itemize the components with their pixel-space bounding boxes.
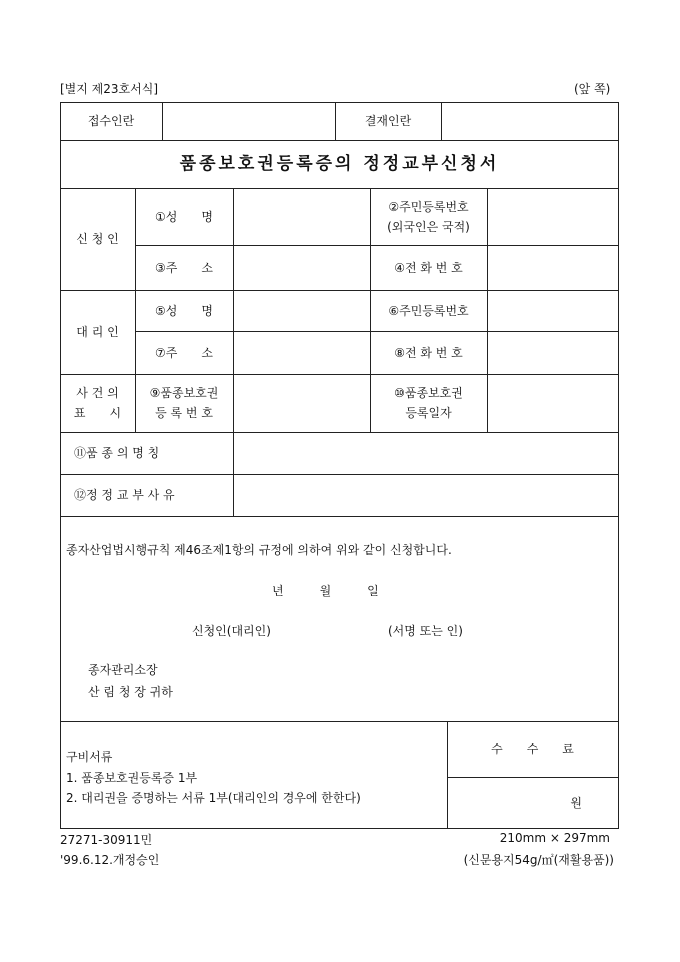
form-number: [별지 제23호서식] bbox=[60, 82, 158, 96]
registration-number-label: ⑨품종보호권 bbox=[149, 386, 219, 400]
approval-stamp-label: 결재인란 bbox=[364, 114, 412, 128]
variety-name-label: ⑪품 종 의 명 칭 bbox=[74, 446, 160, 460]
agent-name-field[interactable] bbox=[233, 290, 370, 331]
agent-address-field[interactable] bbox=[233, 331, 370, 374]
approval-stamp-field[interactable] bbox=[442, 102, 618, 140]
case-label-line1: 사 건 의 bbox=[76, 386, 119, 400]
agent-phone-field[interactable] bbox=[487, 331, 618, 374]
registration-number-label-2: 등 록 번 호 bbox=[155, 406, 213, 420]
agent-id-label: ⑥주민등록번호 bbox=[388, 303, 469, 318]
agent-address-label: ⑦주 소 bbox=[155, 345, 213, 360]
registration-date-field[interactable] bbox=[487, 374, 618, 432]
applicant-phone-label: ④전 화 번 호 bbox=[394, 260, 463, 275]
registration-date-label-2: 등록일자 bbox=[405, 406, 452, 420]
applicant-name-label: ①성 명 bbox=[155, 209, 213, 224]
reason-label: ⑫정 정 교 부 사 유 bbox=[74, 488, 175, 502]
agent-phone-label: ⑧전 화 번 호 bbox=[394, 345, 463, 360]
paper-type: (신문용지54g/㎡(재활용품)) bbox=[463, 853, 614, 867]
date-line: 년 월 일 bbox=[272, 584, 379, 598]
form-code: 27271-30911민 bbox=[60, 833, 153, 847]
agent-name-label: ⑤성 명 bbox=[155, 303, 213, 318]
paper-size: 210mm × 297mm bbox=[499, 831, 610, 845]
registration-number-field[interactable] bbox=[233, 374, 370, 432]
applicant-address-field[interactable] bbox=[233, 245, 370, 290]
fee-label: 수 수 료 bbox=[491, 742, 574, 756]
recipient-line1: 종자관리소장 bbox=[88, 663, 158, 677]
signature-field[interactable]: (서명 또는 인) bbox=[388, 624, 463, 638]
agent-label: 대 리 인 bbox=[76, 325, 119, 339]
applicant-address-label: ③주 소 bbox=[155, 260, 213, 275]
receipt-stamp-label: 접수인란 bbox=[87, 114, 135, 128]
agent-id-field[interactable] bbox=[487, 290, 618, 331]
variety-name-field[interactable] bbox=[233, 432, 618, 474]
form-title: 품종보호권등록증의 정정교부신청서 bbox=[179, 154, 500, 174]
document-item: 2. 대리권을 증명하는 서류 1부(대리인의 경우에 한한다) bbox=[66, 791, 361, 805]
applicant-id-field[interactable] bbox=[487, 188, 618, 245]
applicant-sign-label: 신청인(대리인) bbox=[192, 624, 271, 638]
applicant-phone-field[interactable] bbox=[487, 245, 618, 290]
document-item: 1. 품종보호권등록증 1부 bbox=[66, 771, 198, 785]
page-side: (앞 쪽) bbox=[574, 82, 611, 96]
approval-date: '99.6.12.개정승인 bbox=[60, 853, 160, 867]
reason-field[interactable] bbox=[233, 474, 618, 516]
fee-field[interactable]: 원 bbox=[570, 795, 582, 810]
documents-title: 구비서류 bbox=[66, 750, 113, 764]
case-label-line2: 표 시 bbox=[73, 406, 122, 420]
registration-date-label: ⑩품종보호권 bbox=[394, 386, 463, 400]
recipient-line2: 산 림 청 장 귀하 bbox=[88, 685, 173, 699]
applicant-id-label: ②주민등록번호 bbox=[388, 199, 469, 214]
statement-text: 종자산업법시행규칙 제46조제1항의 규정에 의하여 위와 같이 신청합니다. bbox=[66, 543, 452, 557]
applicant-name-field[interactable] bbox=[233, 188, 370, 245]
applicant-id-note: (외국인은 국적) bbox=[387, 219, 470, 234]
receipt-stamp-field[interactable] bbox=[163, 102, 335, 140]
applicant-label: 신 청 인 bbox=[76, 232, 119, 246]
